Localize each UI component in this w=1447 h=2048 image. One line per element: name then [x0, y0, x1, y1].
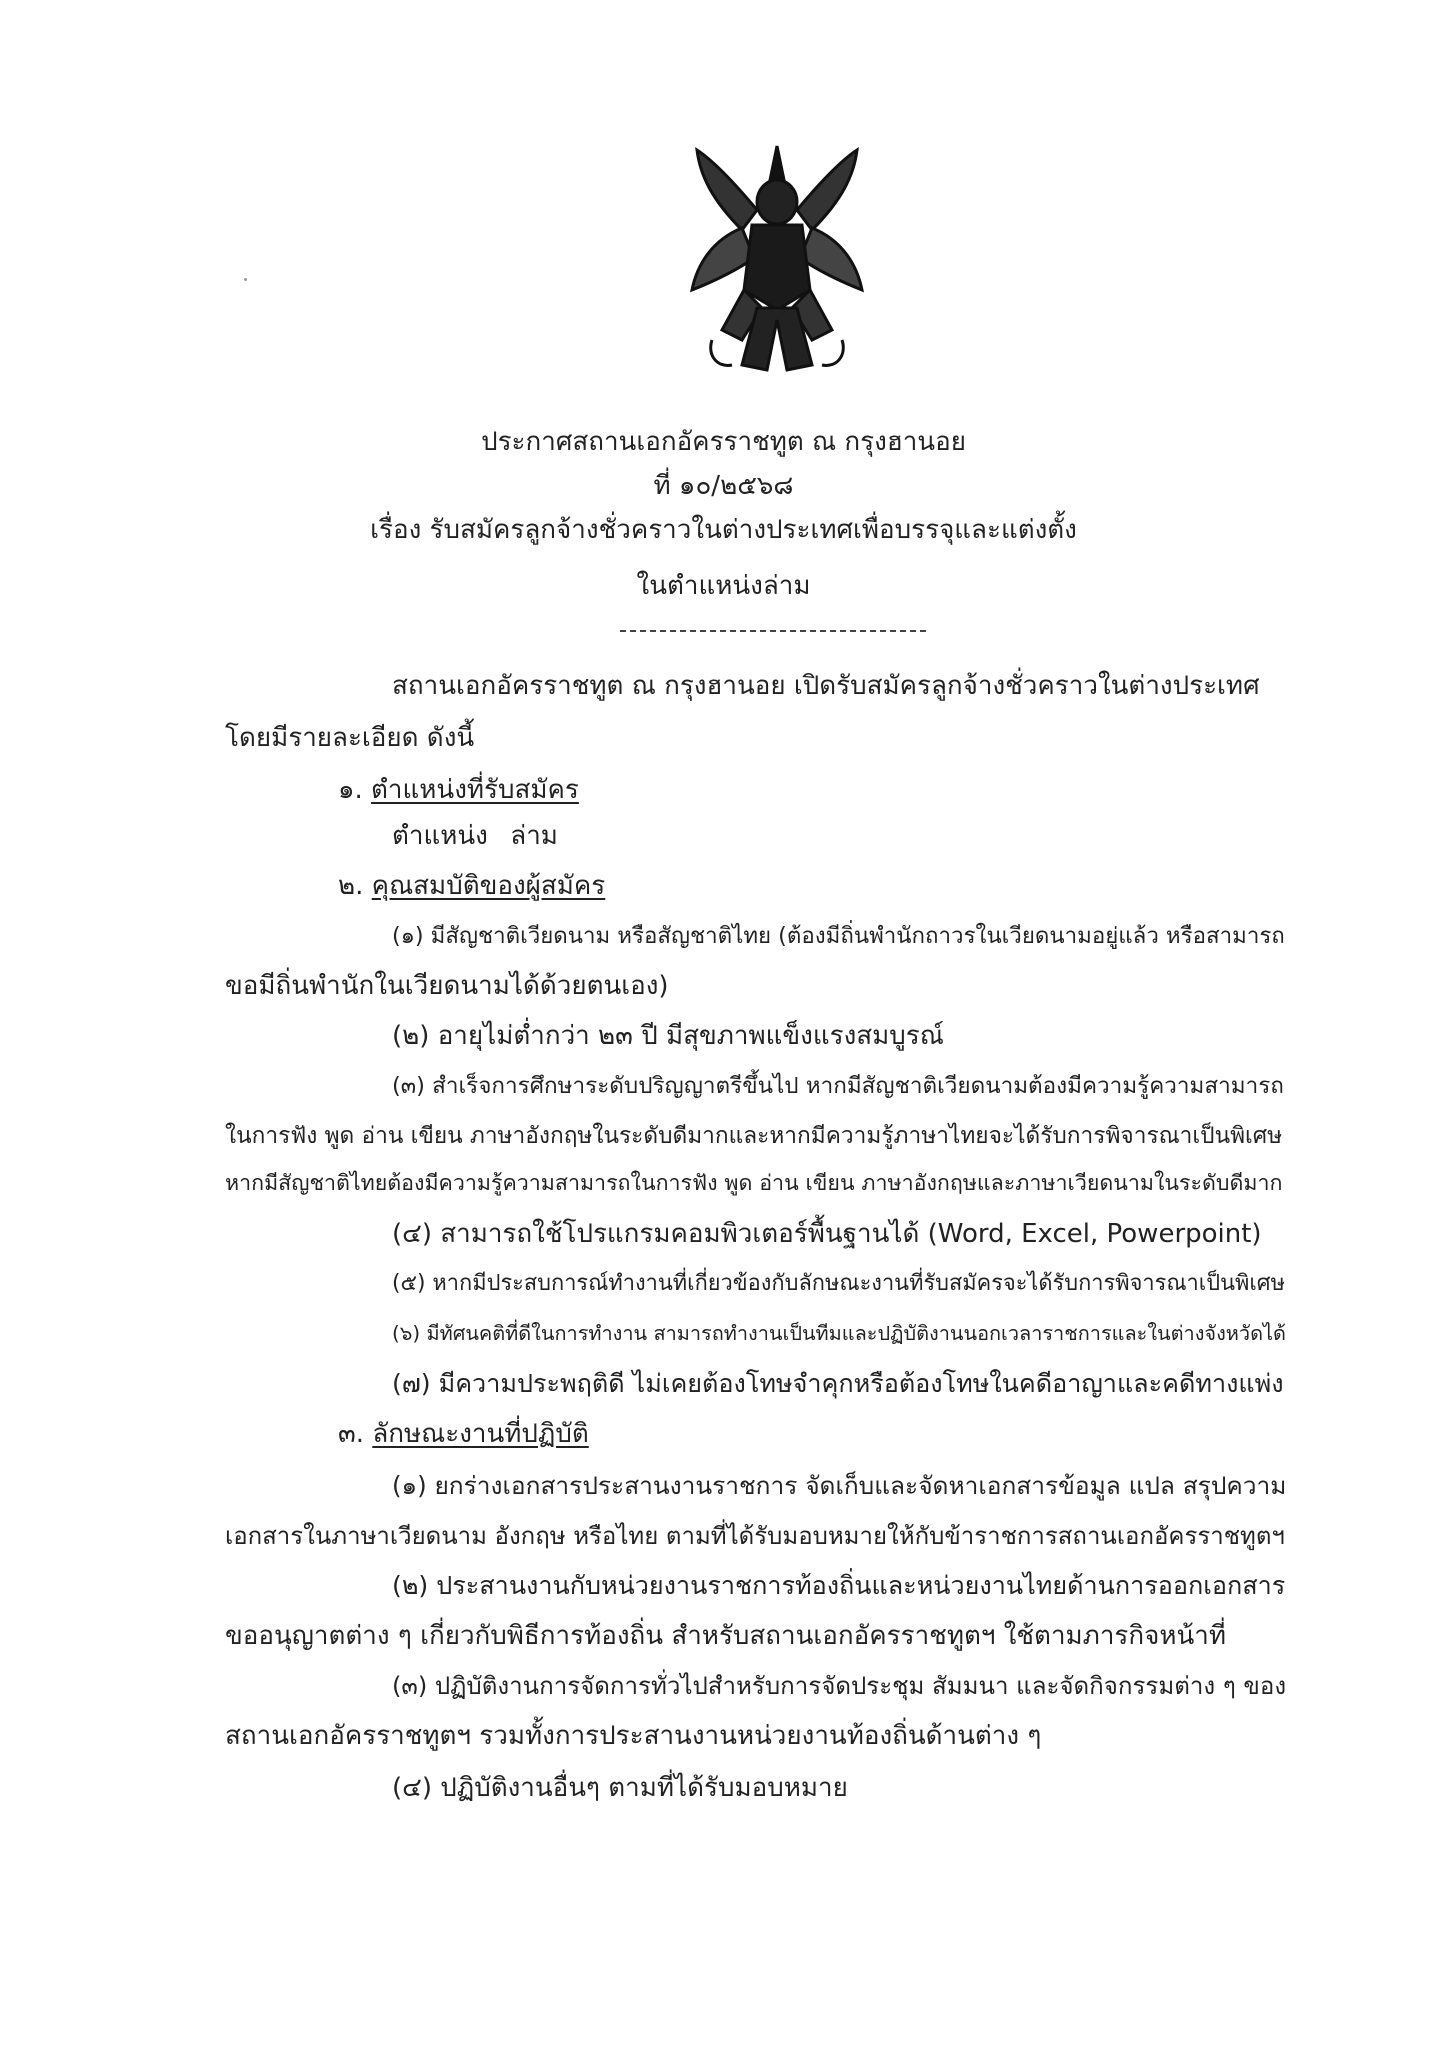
qual-line: (๓) สำเร็จการศึกษาระดับปริญญาตรีขึ้นไป หากมีสัญชาติเวียดนามต้องมีความรู้ความสามารถ [392, 1073, 1284, 1099]
duty-line: (๑) ยกร่างเอกสารประสานงานราชการ จัดเก็บและจัดหาเอกสารข้อมูล แปล สรุปความ [392, 1471, 1287, 1500]
position-value: ล่าม [510, 821, 558, 851]
section-title: ตำแหน่งที่รับสมัคร [371, 775, 579, 805]
section-title: คุณสมบัติของผู้สมัคร [371, 871, 606, 901]
section-number: ๑. [338, 775, 363, 805]
qual-line: (๔) สามารถใช้โปรแกรมคอมพิวเตอร์พื้นฐานได้ (Word, Excel, Powerpoint) [392, 1219, 1262, 1249]
qual-line: (๗) มีความประพฤติดี ไม่เคยต้องโทษจำคุกหรือต้องโทษในคดีอาญาและคดีทางแพ่ง [392, 1369, 1284, 1398]
section-1-heading [338, 774, 579, 806]
qual-line: ในการฟัง พูด อ่าน เขียน ภาษาอังกฤษในระดับดีมากและหากมีความรู้ภาษาไทยจะได้รับการพิจารณาเป็นพิเศษ [225, 1123, 1283, 1149]
duty-line: เอกสารในภาษาเวียดนาม อังกฤษ หรือไทย ตามที่ได้รับมอบหมายให้กับข้าราชการสถานเอกอัครราชทูตฯ [225, 1522, 1285, 1550]
garuda-emblem-icon [672, 140, 882, 380]
position-label: ตำแหน่ง [392, 821, 488, 851]
scan-speck [244, 278, 247, 281]
section-3-heading [338, 1418, 589, 1450]
section-2-heading [338, 870, 605, 902]
section-number: ๒. [338, 871, 364, 901]
position-row [392, 820, 558, 852]
qual-line: ขอมีถิ่นพำนักในเวียดนามได้ด้วยตนเอง) [225, 971, 669, 1001]
qual-line: (๕) หากมีประสบการณ์ทำงานที่เกี่ยวข้องกับลักษณะงานที่รับสมัครจะได้รับการพิจารณาเป็นพิเศษ [392, 1271, 1285, 1296]
title-line-1: ประกาศสถานเอกอัครราชทูต ณ กรุงฮานอย [481, 427, 966, 457]
duty-line: (๔) ปฏิบัติงานอื่นๆ ตามที่ได้รับมอบหมาย [392, 1773, 848, 1803]
subject-line: เรื่อง รับสมัครลูกจ้างชั่วคราวในต่างประเทศเพื่อบรรจุและแต่งตั้ง [370, 515, 1077, 545]
duty-line: (๓) ปฏิบัติงานการจัดการทั่วไปสำหรับการจัดประชุม สัมมนา และจัดกิจกรรมต่าง ๆ ของ [392, 1672, 1287, 1700]
duty-line: สถานเอกอัครราชทูตฯ รวมทั้งการประสานงานหน่วยงานท้องถิ่นด้านต่าง ๆ [225, 1721, 1042, 1751]
qual-line: (๒) อายุไม่ต่ำกว่า ๒๓ ปี มีสุขภาพแข็งแรงสมบูรณ์ [392, 1021, 944, 1051]
dashed-divider [620, 630, 926, 632]
section-title: ลักษณะงานที่ปฏิบัติ [372, 1419, 589, 1449]
qual-line: หากมีสัญชาติไทยต้องมีความรู้ความสามารถในการฟัง พูด อ่าน เขียน ภาษาอังกฤษและภาษาเวียดนามในระดับดีมาก [225, 1171, 1283, 1196]
duty-line: (๒) ประสานงานกับหน่วยงานราชการท้องถิ่นและหน่วยงานไทยด้านการออกเอกสาร [392, 1571, 1286, 1600]
intro-line-1: สถานเอกอัครราชทูต ณ กรุงฮานอย เปิดรับสมัครลูกจ้างชั่วคราวในต่างประเทศ [392, 671, 1260, 701]
section-number: ๓. [338, 1419, 365, 1449]
intro-line-2: โดยมีรายละเอียด ดังนี้ [225, 723, 475, 753]
qual-line: (๑) มีสัญชาติเวียดนาม หรือสัญชาติไทย (ต้องมีถิ่นพำนักถาวรในเวียดนามอยู่แล้ว หรือสามารถ [392, 923, 1285, 949]
qual-line: (๖) มีทัศนคติที่ดีในการทำงาน สามารถทำงานเป็นทีมและปฏิบัติงานนอกเวลาราชการและในต่างจังหวัดได้ [392, 1322, 1286, 1345]
subject-line-2: ในตำแหน่งล่าม [636, 571, 811, 601]
announcement-number: ที่ ๑๐/๒๕๖๘ [653, 471, 794, 501]
duty-line: ขออนุญาตต่าง ๆ เกี่ยวกับพิธีการท้องถิ่น สำหรับสถานเอกอัครราชทูตฯ ใช้ตามภารกิจหน้าที่ [225, 1621, 1227, 1651]
